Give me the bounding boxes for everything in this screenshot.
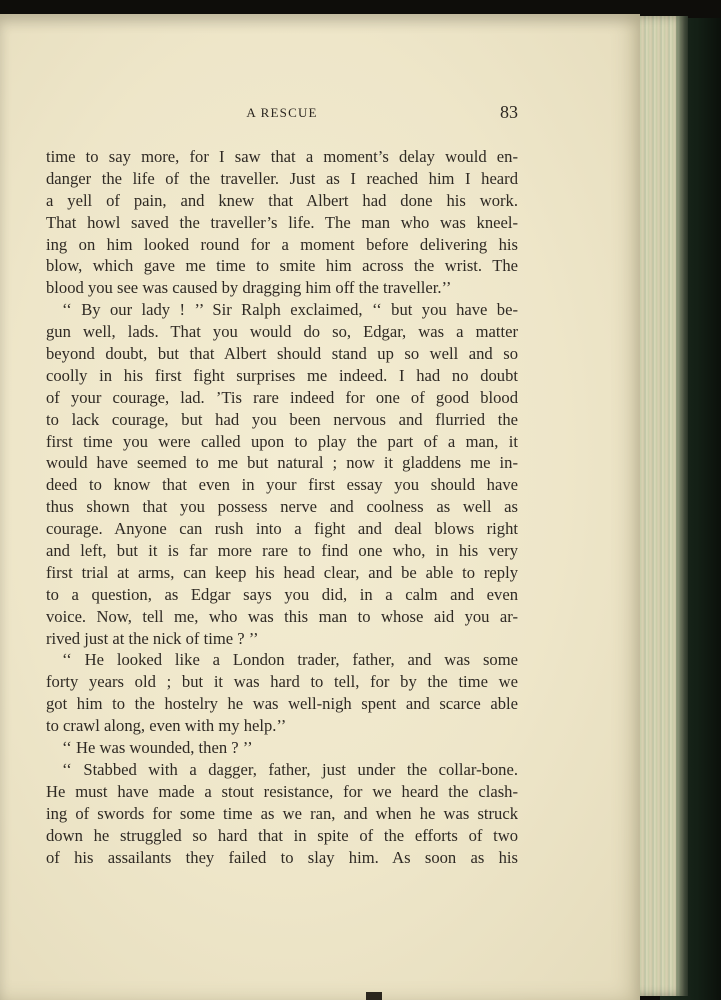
- text-line: a yell of pain, and knew that Albert had done his work.: [46, 190, 518, 210]
- text-line: danger the life of the traveller. Just as I reached him I heard: [46, 168, 518, 188]
- book-page: [0, 14, 640, 1000]
- text-line: gun well, lads. That you would do so, Edgar, was a matter: [46, 322, 518, 342]
- text-line: rived just at the nick of time ? ’’: [46, 628, 259, 648]
- text-line: ‘‘ Stabbed with a dagger, father, just under the collar-bone.: [62, 759, 518, 779]
- chapter-title: A RESCUE: [246, 105, 318, 120]
- text-line: and left, but it is far more rare to find one who, in his very: [46, 541, 518, 561]
- text-line: ing on him looked round for a moment before delivering his: [46, 234, 518, 254]
- text-line: time to say more, for I saw that a moment’s delay would en-: [46, 147, 518, 166]
- text-line: voice. Now, tell me, who was this man to whose aid you ar-: [46, 606, 518, 626]
- text-line: thus shown that you possess nerve and coolness as well as: [46, 497, 518, 517]
- body-text: [46, 146, 518, 868]
- text-line: of his assailants they failed to slay him. As soon as his: [46, 847, 518, 867]
- text-line: ‘‘ By our lady ! ’’ Sir Ralph exclaimed, ‘‘ but you have be-: [62, 300, 518, 320]
- text-line: ‘‘ He was wounded, then ? ’’: [62, 738, 253, 758]
- text-line: of your courage, lad. ’Tis rare indeed for one of good blood: [46, 387, 518, 407]
- text-line: first trial at arms, can keep his head clear, and be able to reply: [46, 562, 518, 582]
- text-line: beyond doubt, but that Albert should stand up so well and so: [46, 344, 518, 364]
- text-line: That howl saved the traveller’s life. The man who was kneel-: [46, 212, 518, 232]
- text-line: to lack courage, but had you been nervous and flurried the: [46, 409, 518, 429]
- text-line: blow, which gave me time to smite him across the wrist. The: [46, 256, 518, 276]
- text-line: to a question, as Edgar says you did, in a calm and even: [46, 584, 518, 604]
- page-number: 83: [500, 102, 518, 122]
- text-line: would have seemed to me but natural ; now it gladdens me in-: [46, 453, 518, 473]
- text-line: coolly in his first fight surprises me indeed. I had no doubt: [46, 365, 518, 385]
- binding-mark: [366, 992, 382, 1000]
- running-head: [46, 102, 518, 126]
- text-line: deed to know that even in your first essay you should have: [46, 475, 518, 495]
- text-line: blood you see was caused by dragging him off the traveller.’’: [46, 278, 452, 298]
- text-line: ‘‘ He looked like a London trader, father, and was some: [62, 650, 518, 670]
- text-line: first time you were called upon to play the part of a man, it: [46, 431, 518, 451]
- text-line: courage. Anyone can rush into a fight and deal blows right: [46, 519, 518, 539]
- text-line: down he struggled so hard that in spite of the efforts of two: [46, 825, 518, 845]
- text-line: to crawl along, even with my help.’’: [46, 716, 287, 736]
- text-line: ing of swords for some time as we ran, and when he was struck: [46, 803, 518, 823]
- text-line: forty years old ; but it was hard to tell, for by the time we: [46, 672, 518, 692]
- text-line: He must have made a stout resistance, for we heard the clash-: [46, 781, 518, 801]
- text-line: got him to the hostelry he was well-nigh spent and scarce able: [46, 694, 518, 714]
